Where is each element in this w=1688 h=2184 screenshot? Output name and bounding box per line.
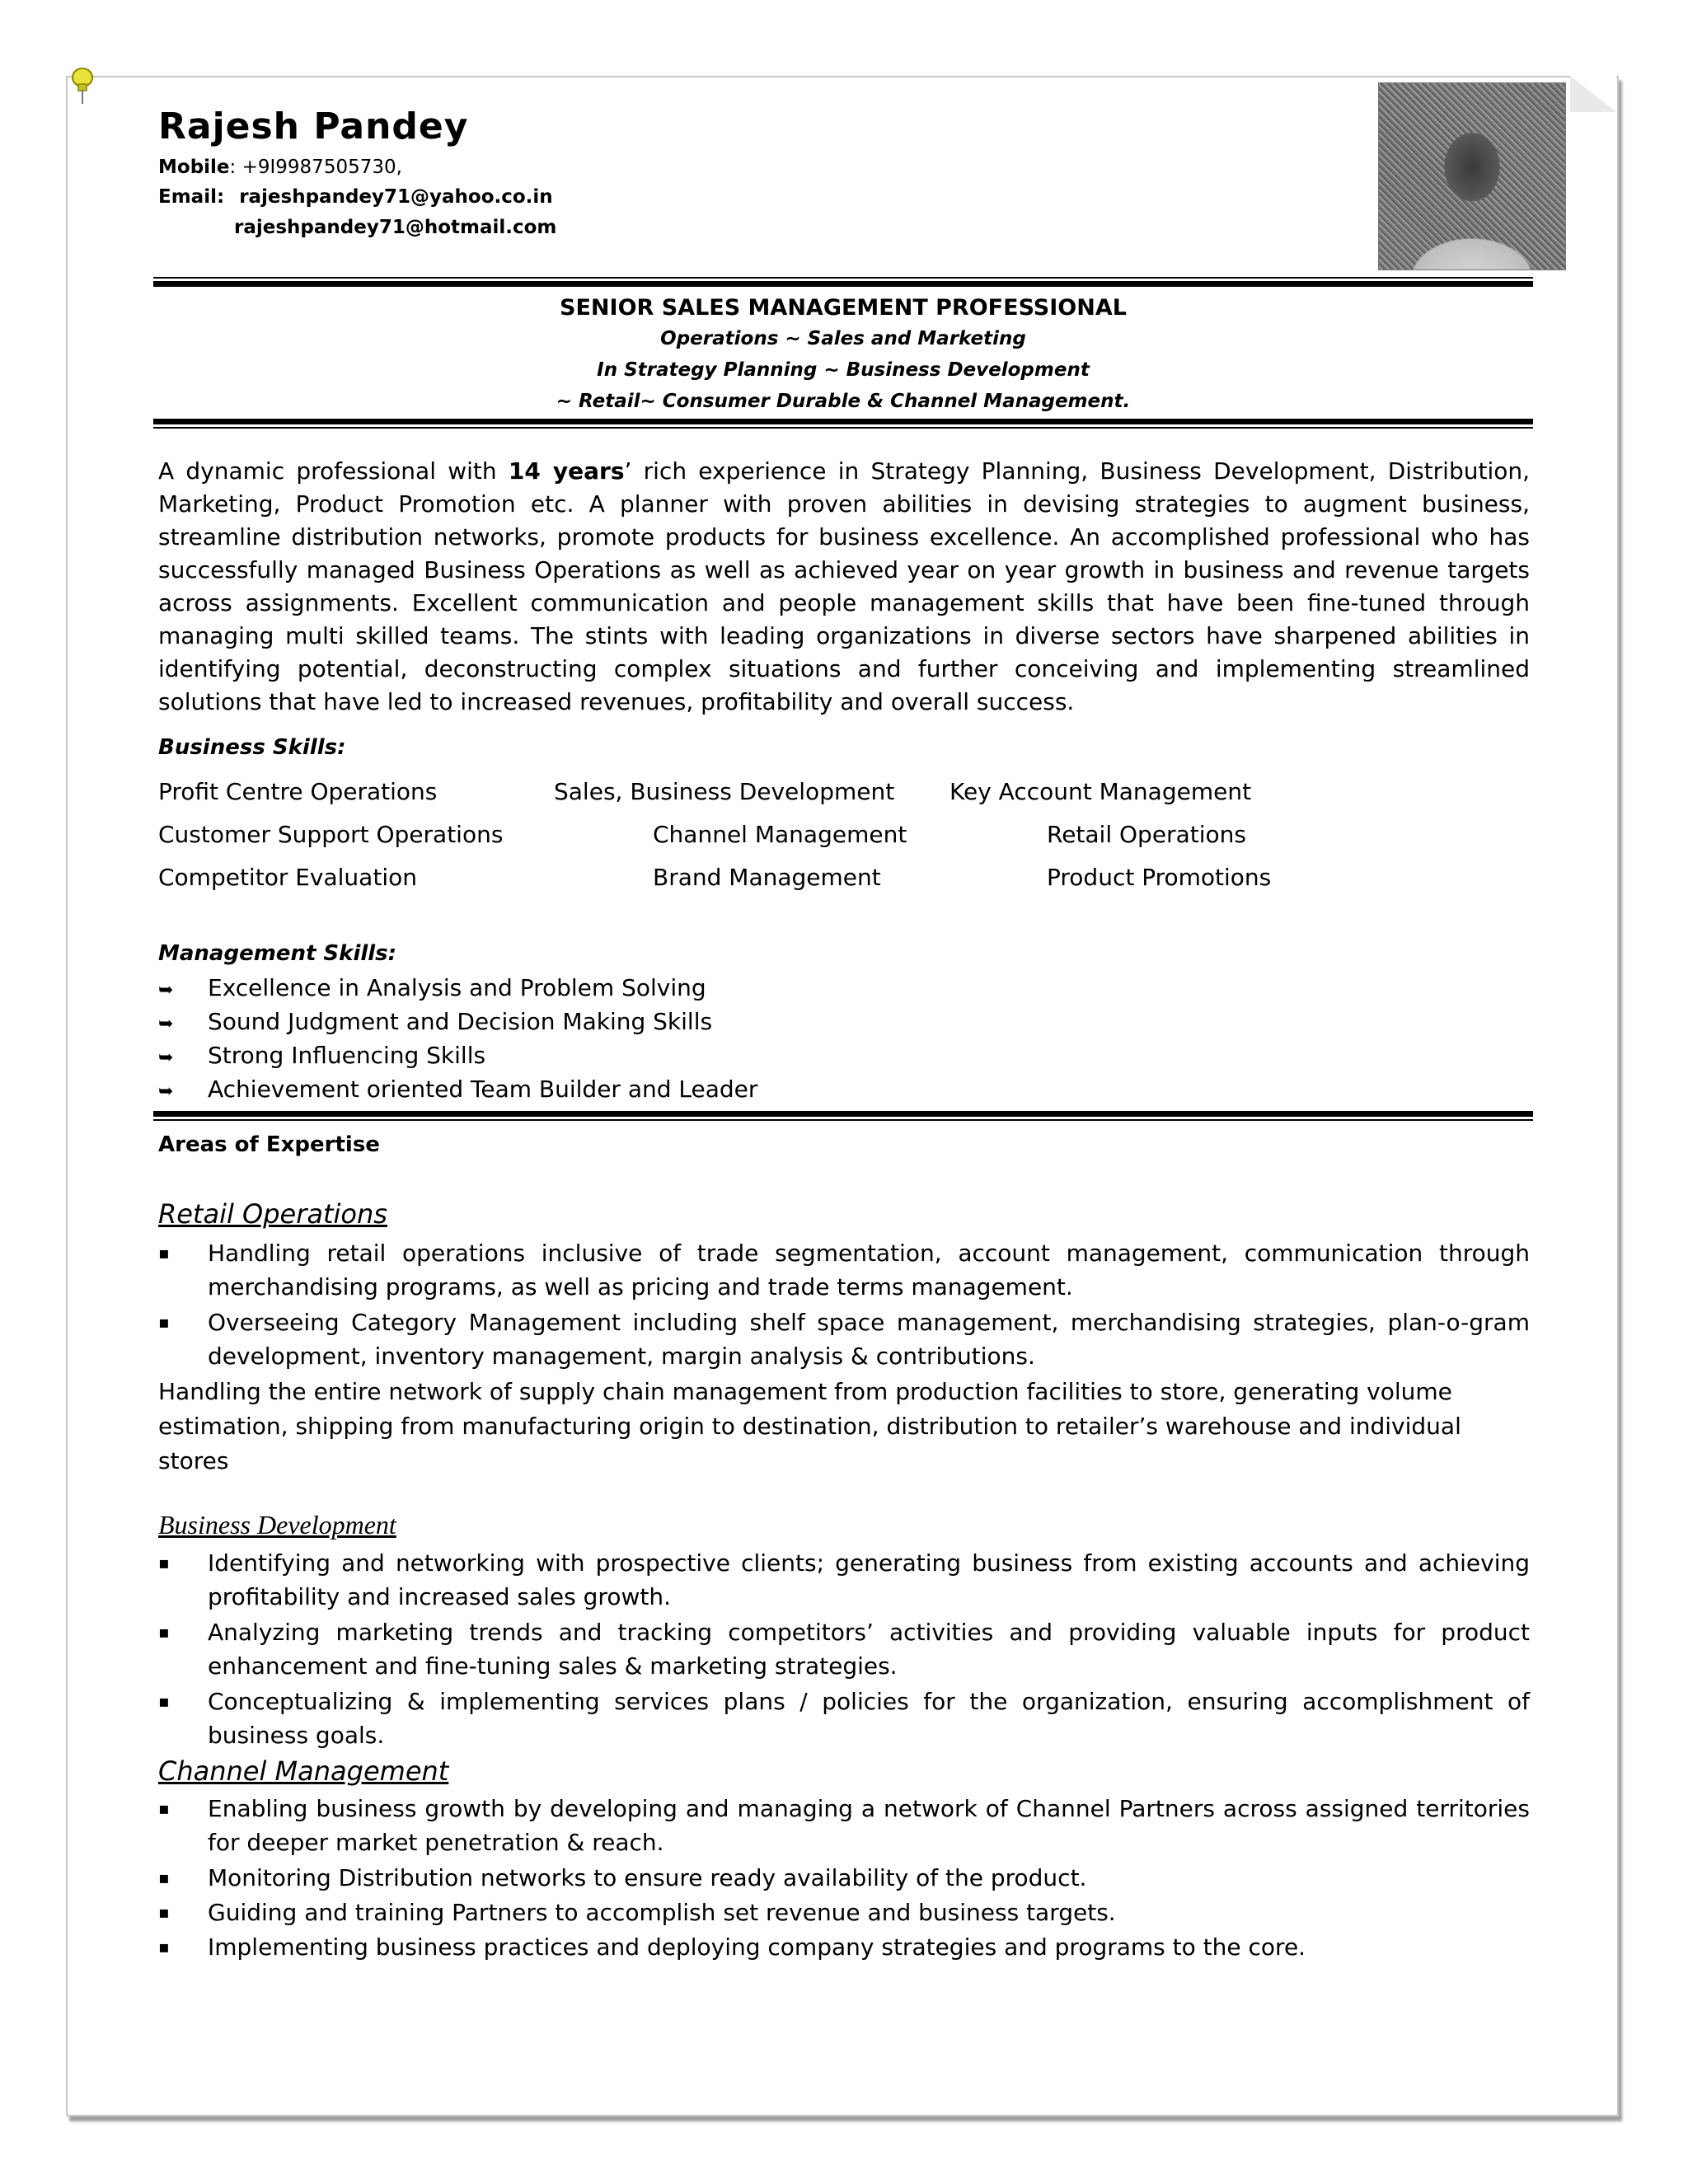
- list-item: ▪ Enabling business growth by developing and managing a network of Channel Partners across assigned territories for deeper market penetration & reach.: [158, 1792, 1530, 1859]
- list-item: ➥ Strong Influencing Skills: [158, 1042, 486, 1069]
- profile-summary: A dynamic professional with 14 years’ rich experience in Strategy Planning, Business Development, Distribution, Marketing, Product Promotion etc. A planner with proven abilities in devising strategies to augment business, streamline distribution networks, promote products for business excellence. An accomplished professional who has successfully managed Business Operations as well as achieved year on year growth in business and revenue targets across assignments. Excellent communication and people management skills that have been fine-tuned through managing multi skilled teams. The stints with leading organizations in diverse sectors have sharpened abilities in identifying potential, deconstructing complex situations and further conceiving and implementing streamlined solutions that have led to increased revenues, profitability and overall success.: [158, 457, 1530, 715]
- years-experience: 14 years: [508, 457, 625, 485]
- skill-item: Product Promotions: [1047, 864, 1272, 891]
- square-bullet-icon: ▪: [158, 1798, 170, 1818]
- square-bullet-icon: ▪: [158, 1868, 170, 1887]
- list-item: ➥ Excellence in Analysis and Problem Solving: [158, 974, 706, 1001]
- areas-of-expertise-label: Areas of Expertise: [158, 1132, 380, 1157]
- candidate-name: Rajesh Pandey: [158, 105, 469, 148]
- square-bullet-icon: ▪: [158, 1243, 170, 1263]
- list-item: ➥ Achievement oriented Team Builder and Leader: [158, 1076, 758, 1103]
- list-item: ▪ Conceptualizing & implementing services plans / policies for the organization, ensuring accomplishment of business goals.: [158, 1685, 1530, 1752]
- divider-top: [153, 277, 1533, 287]
- profile-photo: [1378, 82, 1566, 270]
- skill-item: Retail Operations: [1047, 821, 1246, 848]
- retail-operations-title: Retail Operations: [158, 1198, 387, 1230]
- square-bullet-icon: ▪: [158, 1622, 170, 1642]
- square-bullet-icon: ▪: [158, 1691, 170, 1711]
- square-bullet-icon: ▪: [158, 1553, 170, 1572]
- arrow-bullet-icon: ➥: [158, 1014, 174, 1034]
- mobile-number: : +9I9987505730,: [229, 157, 402, 178]
- email-secondary[interactable]: rajeshpandey71@hotmail.com: [234, 217, 557, 238]
- list-item: ➥ Sound Judgment and Decision Making Skills: [158, 1008, 713, 1035]
- skill-item: Channel Management: [653, 821, 907, 848]
- skill-item: Sales, Business Development: [554, 778, 895, 805]
- email-label: Email:: [158, 186, 225, 208]
- headline-line-1: Operations ~ Sales and Marketing: [660, 328, 1026, 349]
- skill-item: Key Account Management: [950, 778, 1252, 805]
- list-item: ▪ Analyzing marketing trends and tracking competitors’ activities and providing valuable inputs for product enhancement and fine-tuning sales & marketing strategies.: [158, 1615, 1530, 1683]
- skill-item: Brand Management: [653, 864, 881, 891]
- square-bullet-icon: ▪: [158, 1312, 170, 1332]
- arrow-bullet-icon: ➥: [158, 980, 174, 1001]
- headline-title: SENIOR SALES MANAGEMENT PROFESSIONAL: [560, 295, 1127, 321]
- email-line: [158, 186, 553, 208]
- skill-item: Competitor Evaluation: [158, 864, 417, 891]
- skill-item: Customer Support Operations: [158, 821, 504, 848]
- headline-line-2: In Strategy Planning ~ Business Development: [597, 359, 1090, 381]
- pushpin-icon: [68, 66, 97, 105]
- channel-management-title: Channel Management: [158, 1755, 449, 1787]
- mobile-line: [158, 157, 402, 178]
- list-item: ▪ Guiding and training Partners to accomplish set revenue and business targets.: [158, 1896, 1530, 1929]
- skill-item: Profit Centre Operations: [158, 778, 438, 805]
- business-development-title: Business Development: [158, 1510, 396, 1540]
- headline-line-3: ~ Retail~ Consumer Durable & Channel Management.: [556, 391, 1131, 412]
- list-item: ▪ Handling retail operations inclusive of trade segmentation, account management, communication through merchandising programs, as well as pricing and trade terms management.: [158, 1236, 1530, 1304]
- mobile-label: Mobile: [158, 157, 230, 178]
- retail-paragraph: Handling the entire network of supply chain management from production facilities to store, generating volume estimation, shipping from manufacturing origin to destination, distribution to retailer’s warehouse and individual stores: [158, 1378, 1461, 1474]
- business-skills-label: Business Skills:: [158, 735, 346, 760]
- management-skills-label: Management Skills:: [158, 941, 397, 966]
- page-curl: [1570, 76, 1616, 112]
- list-item: ▪ Overseeing Category Management including shelf space management, merchandising strategies, plan-o-gram development, inventory management, margin analysis & contributions.: [158, 1305, 1530, 1373]
- email-primary[interactable]: rajeshpandey71@yahoo.co.in: [239, 186, 553, 208]
- square-bullet-icon: ▪: [158, 1902, 170, 1922]
- square-bullet-icon: ▪: [158, 1937, 170, 1957]
- list-item: ▪ Monitoring Distribution networks to ensure ready availability of the product.: [158, 1861, 1530, 1895]
- arrow-bullet-icon: ➥: [158, 1081, 174, 1102]
- divider-headline-bottom: [153, 419, 1533, 429]
- arrow-bullet-icon: ➥: [158, 1047, 174, 1068]
- divider-expertise: [153, 1111, 1533, 1121]
- list-item: ▪ Implementing business practices and deploying company strategies and programs to the core.: [158, 1930, 1530, 1964]
- list-item: ▪ Identifying and networking with prospective clients; generating business from existing accounts and achieving profitability and increased sales growth.: [158, 1546, 1530, 1614]
